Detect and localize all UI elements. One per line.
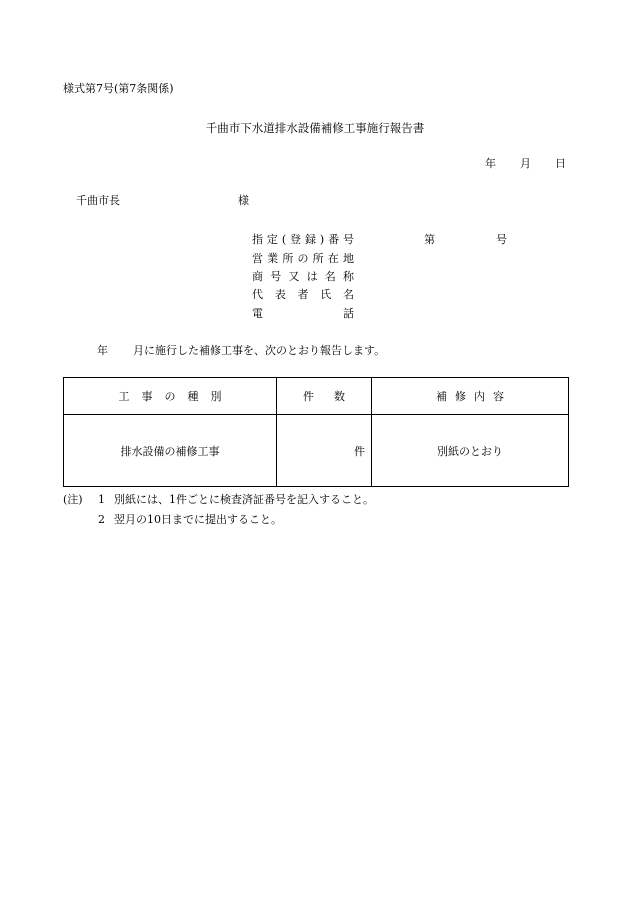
header-count: 件数	[277, 378, 372, 415]
registration-suffix: 号	[496, 233, 507, 246]
work-report-table	[63, 377, 569, 487]
phone-label: 電話	[252, 307, 354, 320]
cell-repair-content: 別紙のとおり	[372, 415, 569, 487]
cell-work-type: 排水設備の補修工事	[64, 415, 277, 487]
date-day-label: 日	[555, 157, 566, 170]
table-header-row	[64, 378, 569, 415]
date-month-label: 月	[520, 157, 531, 170]
date-year-label: 年	[485, 157, 496, 170]
body-text: 月に施行した補修工事を、次のとおり報告します。	[133, 344, 386, 357]
note-2-number: 2	[98, 513, 105, 526]
cell-count-unit: 件	[277, 415, 372, 487]
business-name-label: 商号又は名称	[252, 270, 354, 283]
table-row	[64, 415, 569, 487]
addressee-name: 千曲市長	[76, 194, 120, 207]
body-year-label: 年	[97, 344, 108, 357]
registration-number-label: 指定(登録)番号	[252, 233, 354, 246]
representative-name-label: 代表者氏名	[252, 288, 354, 301]
note-1-text: 別紙には、1件ごとに検査済証番号を記入すること。	[114, 493, 374, 506]
note-2-text: 翌月の10日までに提出すること。	[114, 513, 282, 526]
document-title: 千曲市下水道排水設備補修工事施行報告書	[205, 121, 425, 135]
note-1-number: 1	[98, 493, 105, 506]
addressee-honorific: 様	[238, 194, 249, 207]
form-number: 様式第7号(第7条関係)	[63, 82, 174, 95]
notes-label: (注)	[63, 493, 83, 506]
registration-prefix: 第	[424, 233, 435, 246]
header-repair-content: 補修内容	[372, 378, 569, 415]
office-address-label: 営業所の所在地	[252, 252, 354, 265]
header-work-type: 工事の種別	[64, 378, 277, 415]
